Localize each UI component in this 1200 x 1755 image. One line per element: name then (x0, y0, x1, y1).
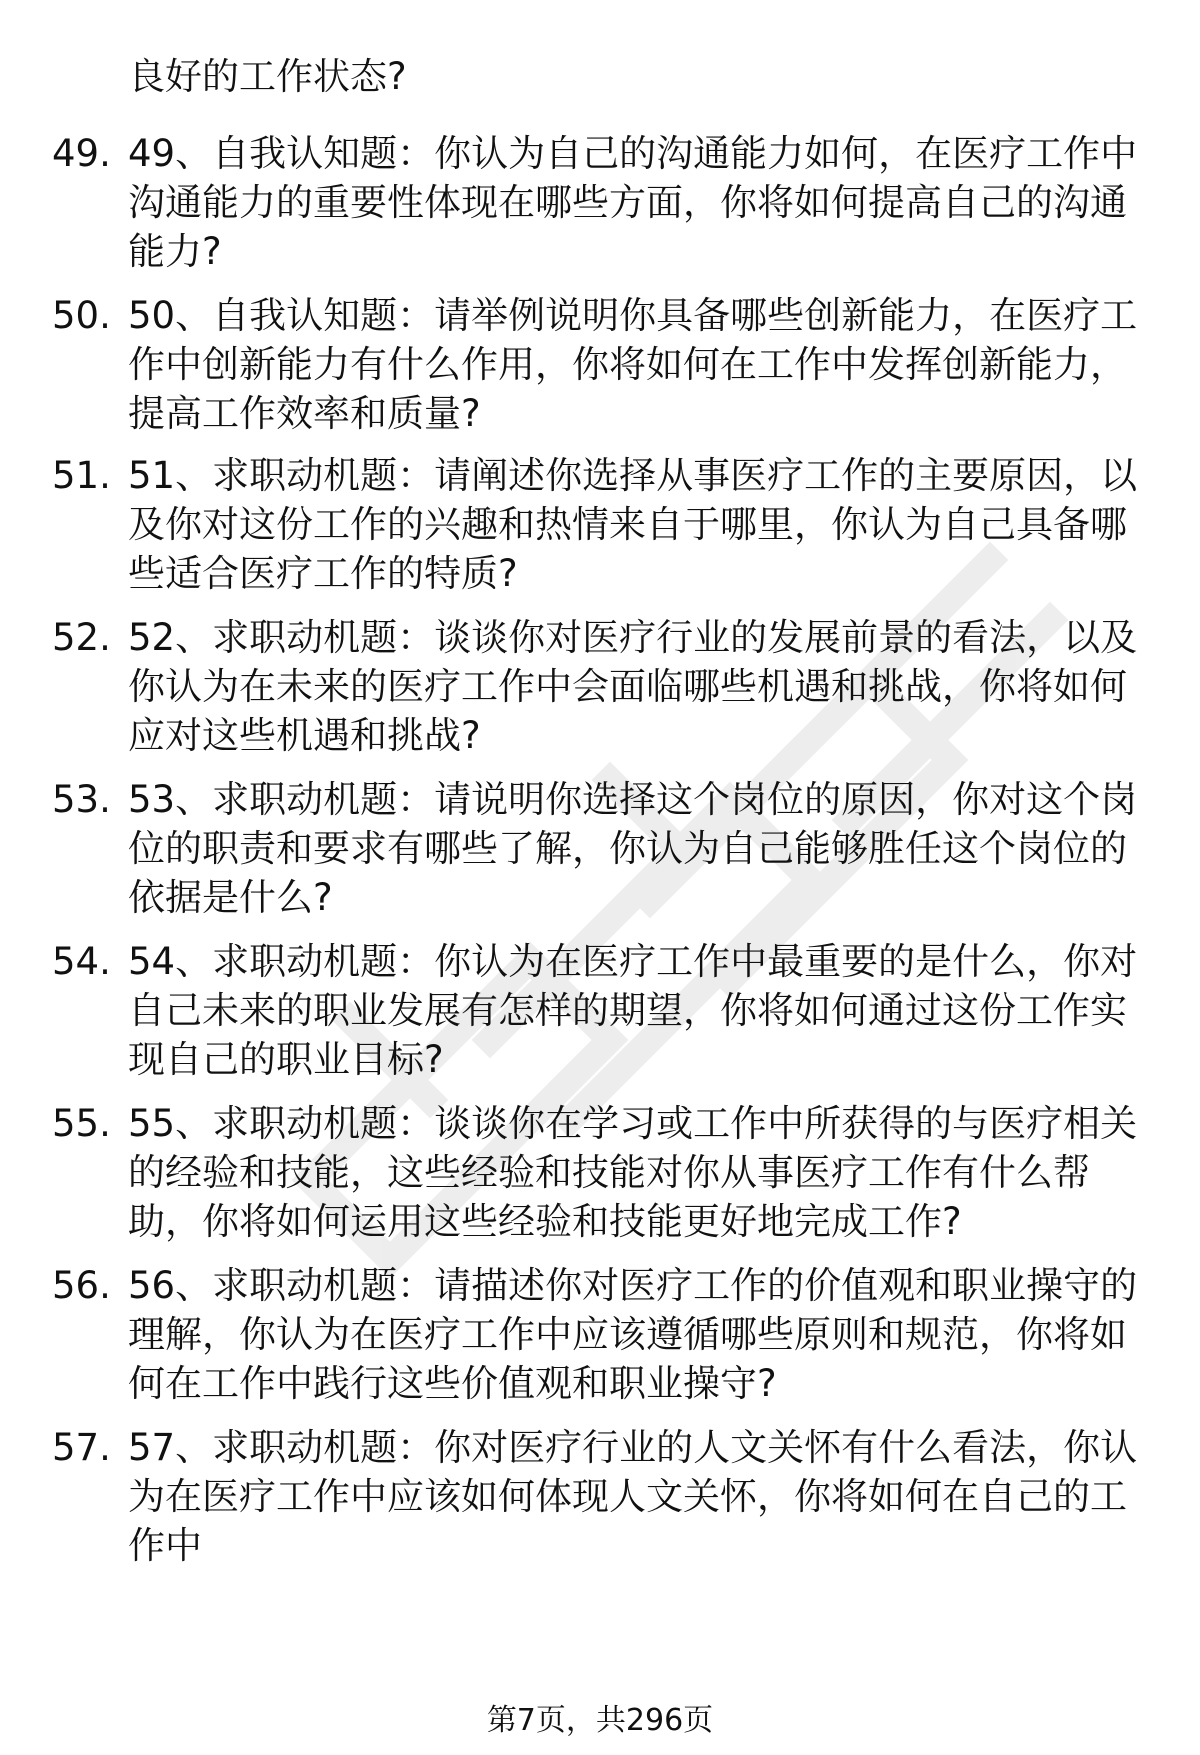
page-footer: 第7页，共296页 (486, 1703, 714, 1738)
item-number: 53. (52, 778, 111, 821)
item-text: 55、求职动机题：谈谈你在学习或工作中所获得的与医疗相关的经验和技能，这些经验和技能对你从事医疗工作有什么帮助，你将如何运用这些经验和技能更好地完成工作? (128, 1102, 1138, 1243)
item-text: 54、求职动机题：你认为在医疗工作中最重要的是什么，你对自己未来的职业发展有怎样的期望，你将如何通过这份工作实现自己的职业目标? (128, 940, 1138, 1081)
item-number: 57. (52, 1426, 111, 1469)
item-text: 52、求职动机题：谈谈你对医疗行业的发展前景的看法，以及你认为在未来的医疗工作中会面临哪些机遇和挑战，你将如何应对这些机遇和挑战? (128, 616, 1138, 757)
item-number: 50. (52, 294, 111, 337)
item-number: 55. (52, 1102, 111, 1145)
item-text: 56、求职动机题：请描述你对医疗工作的价值观和职业操守的理解，你认为在医疗工作中应该遵循哪些原则和规范，你将如何在工作中践行这些价值观和职业操守? (128, 1264, 1138, 1405)
item-text: 50、自我认知题：请举例说明你具备哪些创新能力，在医疗工作中创新能力有什么作用，你将如何在工作中发挥创新能力，提高工作效率和质量? (128, 294, 1138, 435)
item-number: 52. (52, 616, 111, 659)
item-number: 49. (52, 132, 111, 175)
item-text: 53、求职动机题：请说明你选择这个岗位的原因，你对这个岗位的职责和要求有哪些了解，你认为自己能够胜任这个岗位的依据是什么? (128, 778, 1138, 919)
item-text: 57、求职动机题：你对医疗行业的人文关怀有什么看法，你认为在医疗工作中应该如何体现人文关怀，你将如何在自己的工作中 (128, 1426, 1138, 1567)
item-text: 49、自我认知题：你认为自己的沟通能力如何，在医疗工作中沟通能力的重要性体现在哪些方面，你将如何提高自己的沟通能力? (128, 132, 1138, 273)
continuation-text: 良好的工作状态? (128, 55, 407, 98)
item-number: 51. (52, 454, 111, 497)
item-number: 54. (52, 940, 111, 983)
item-text: 51、求职动机题：请阐述你选择从事医疗工作的主要原因，以及你对这份工作的兴趣和热情来自于哪里，你认为自己具备哪些适合医疗工作的特质? (128, 454, 1138, 595)
item-number: 56. (52, 1264, 111, 1307)
